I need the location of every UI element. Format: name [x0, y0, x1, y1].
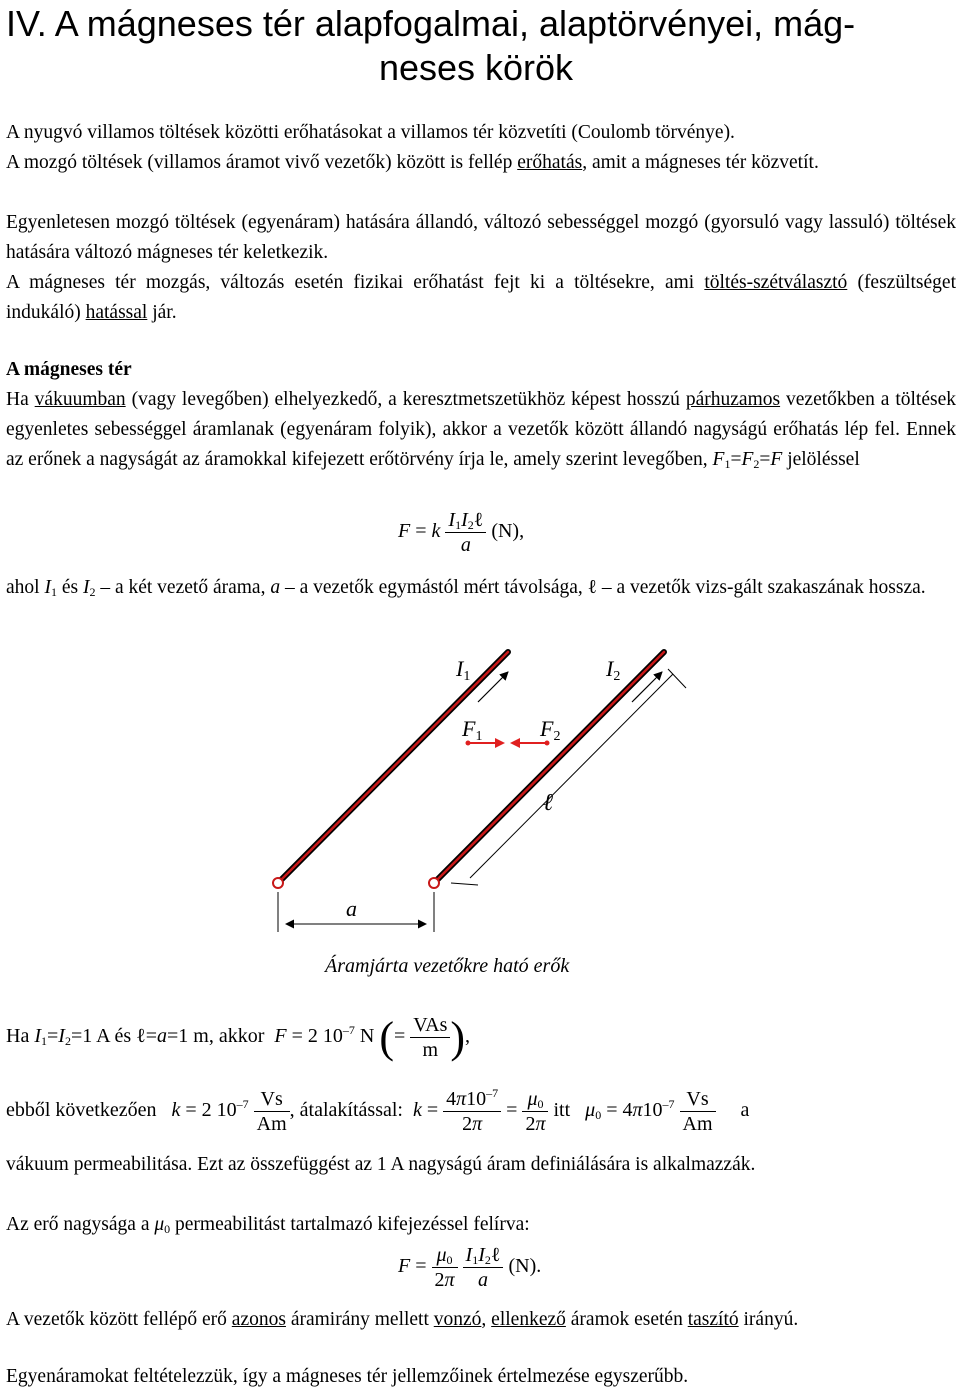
outro-p3-text-c: , [481, 1309, 492, 1330]
section-paragraph-2: ahol $I_1$ és $I_2$ – a két vezető árama, a – a vezetők egymástól mért távolsága, ℓ – a vezetők vizs-gált szakaszának hossza. [6, 577, 926, 599]
chapter-title [6, 2, 946, 90]
conductor-1 [273, 652, 508, 888]
link-ellenkezo[interactable]: ellenkező [491, 1309, 566, 1330]
calc-line2-itt: itt [553, 1099, 571, 1122]
mu-fraction: $\frac{\mu_0}{2\pi}$ [432, 1243, 458, 1292]
k-fraction-2: $\frac{\mu_0}{2\pi}$ [522, 1087, 548, 1136]
force-mu-formula: F = $\frac{\mu_0}{2\pi}$ $\frac{I_1I_2\ell}{a}$ (N). [398, 1244, 542, 1291]
conductors-figure [0, 640, 960, 990]
link-vonzo[interactable]: vonzó [433, 1309, 482, 1330]
calc-line2-mid: , átalakítással: [289, 1099, 403, 1122]
outro-p3-text-a: A vezetők között fellépő erő [6, 1309, 232, 1330]
outro-p3-text-d: áramok esetén [565, 1309, 688, 1330]
force-law-formula: F = k $\frac{I_1I_2\ell}{a}$ (N), [398, 509, 525, 556]
intro-p2-text-b: , amit a mágneses tér közvetít. [582, 152, 819, 173]
link-paren[interactable]: ) [262, 389, 269, 410]
intro-p2-text-a: A mozgó töltések (villamos áramot vivő vezetők) között is fellép [6, 152, 518, 173]
where-text-a: ahol [6, 577, 45, 598]
outro-p3-text-e: irányú. [738, 1309, 799, 1330]
outro-paragraph-4: Egyenáramokat feltételezzük, így a mágneses tér jellemzőinek értelmezése egyszerűbb. [6, 1366, 689, 1387]
link-azonos[interactable]: azonos [231, 1309, 286, 1330]
outro-paragraph-1: vákuum permeabilitása. Ezt az összefüggést az 1 A nagyságú áram definiálására is alkalmazzák. [6, 1154, 756, 1175]
where-text-c: a két vezető árama, [114, 577, 271, 598]
chapter-title-line1: IV. A mágneses tér alapfogalmai, alaptörvényei, mág- [6, 3, 856, 44]
intro-paragraph-4 [6, 268, 956, 328]
figure-caption: Áramjárta vezetőkre ható erők [325, 955, 570, 977]
section-p1-text-b: (vagy levegőben [125, 389, 263, 410]
link-parhuzamos[interactable]: párhuzamos [685, 389, 781, 410]
calc-line2-text: ebből következően [6, 1099, 157, 1122]
section-p1-text-a: Ha [6, 389, 35, 410]
where-text-e: a vezetők vizs-gált szakaszának hossza. [616, 577, 926, 598]
unit-fraction-vas-m: $\frac{\text{VAs}}{m}$ [410, 1013, 450, 1062]
outro-paragraph-3 [6, 1305, 956, 1335]
link-taszito[interactable]: taszító [687, 1309, 739, 1330]
conductor-2 [429, 652, 664, 888]
intro-paragraph-2 [6, 148, 956, 178]
link-erohatas[interactable]: erőhatás [517, 152, 583, 173]
unit-fraction-vs-am-2: $\frac{Vs}{Am}$ [680, 1087, 716, 1136]
link-hatassal[interactable]: hatással [85, 302, 148, 323]
force-law-fraction: $\frac{I_1I_2\ell}{a}$ [445, 508, 486, 557]
k-fraction-1: $\frac{4\pi 10^{-7}}{2\pi}$ [443, 1087, 501, 1136]
calc-line2-end: a [740, 1099, 750, 1122]
intro-paragraph-1 [6, 118, 956, 148]
force-mu-unit: (N). [508, 1255, 542, 1278]
link-vakuumban[interactable]: vákuumban [34, 389, 126, 410]
length-dimension-line [470, 674, 673, 878]
intro-p3-text: Egyenletesen mozgó töltések (egyenáram) hatására állandó, változó sebességgel mozgó (gyorsuló vagy lassuló) töltések hatására változó mágneses tér keletkezik. [6, 212, 956, 263]
label-I1: I1 [456, 656, 471, 684]
where-text-b: és [56, 577, 83, 598]
where-text-d: a vezetők egymástól mért távolsága, [299, 577, 588, 598]
current-fraction: $\frac{I_1I_2\ell}{a}$ [463, 1243, 504, 1292]
unit-fraction-vs-am-1: $\frac{Vs}{Am}$ [254, 1087, 290, 1136]
label-F1: F1 [462, 716, 483, 744]
intro-paragraph-3 [6, 208, 956, 268]
intro-p1-text: A nyugvó villamos töltések közötti erőhatásokat a villamos tér közvetíti (Coulomb törvénye). [6, 122, 735, 143]
label-distance: a [346, 896, 357, 921]
section-heading: A mágneses tér [6, 359, 132, 380]
section-paragraph-1: Ha vákuumban (vagy levegőben) elhelyezkedő, a keresztmetszetükhöz képest hosszú párhuzamos vezetőkben a töltések egyenletes sebességgel áramlanak (egyenáram folyik), akkor a vezetők között állandó nagyságú erőhatás lép fel. Ennek az erőnek a nagyságát az áramokkal kifejezett erőtörvény írja le, amely szerint levegőben, $F_1=F_2=F$ jelöléssel [6, 389, 956, 471]
section-p1-text-e: jelöléssel [782, 449, 860, 470]
section-p1-text-d: vezetőkben a töltések egyenletes sebességgel áramlanak (egyenáram folyik), akkor a vezetők között állandó nagyságú erőhatás lép fel. Ennek az erőnek a nagyságát az áramokkal kifejezett erőtörvény írja le, amely szerint levegőben, [6, 389, 956, 470]
chapter-title-line2: neses körök [378, 47, 574, 88]
intro-p4-text-b: (feszültséget indukáló) [6, 272, 956, 323]
intro-p4-text-a: A mágneses tér mozgás, változás esetén fizikai erőhatást fejt ki a töltésekre, ami [6, 272, 705, 293]
label-F2: F2 [540, 716, 561, 744]
force-law-unit: (N), [491, 520, 525, 543]
link-toltes-szetvalaszto[interactable]: töltés-szétválasztó [704, 272, 848, 293]
label-length: ℓ [543, 790, 553, 816]
outro-paragraph-2: Az erő nagysága a $\mu_0$ permeabilitást tartalmazó kifejezéssel felírva: [6, 1214, 530, 1236]
calc-line-1: Ha $I_1=I_2=1$ A és ℓ=a=1 m, akkor F = 2 $10^{-7}$ N (= $\frac{\text{VAs}}{m}$ ), [6, 1013, 471, 1062]
section-p1-text-c: elhelyezkedő, a keresztmetszetükhöz képest hosszú [268, 389, 686, 410]
calc-line-2: ebből következően k = 2 $10^{-7}$ $\frac{Vs}{Am}$ , átalakítással: k = $\frac{4\pi 10^{-7}}{2\pi}$ = $\frac{\mu_0}{2\pi}$ itt $\mu_0 = 4\pi 10^{-7}$ $\frac{Vs}{Am}$ a [6, 1086, 750, 1135]
outro-p3-text-b: áramirány mellett [285, 1309, 434, 1330]
intro-p4-text-c: jár. [147, 302, 177, 323]
label-I2: I2 [606, 656, 621, 684]
